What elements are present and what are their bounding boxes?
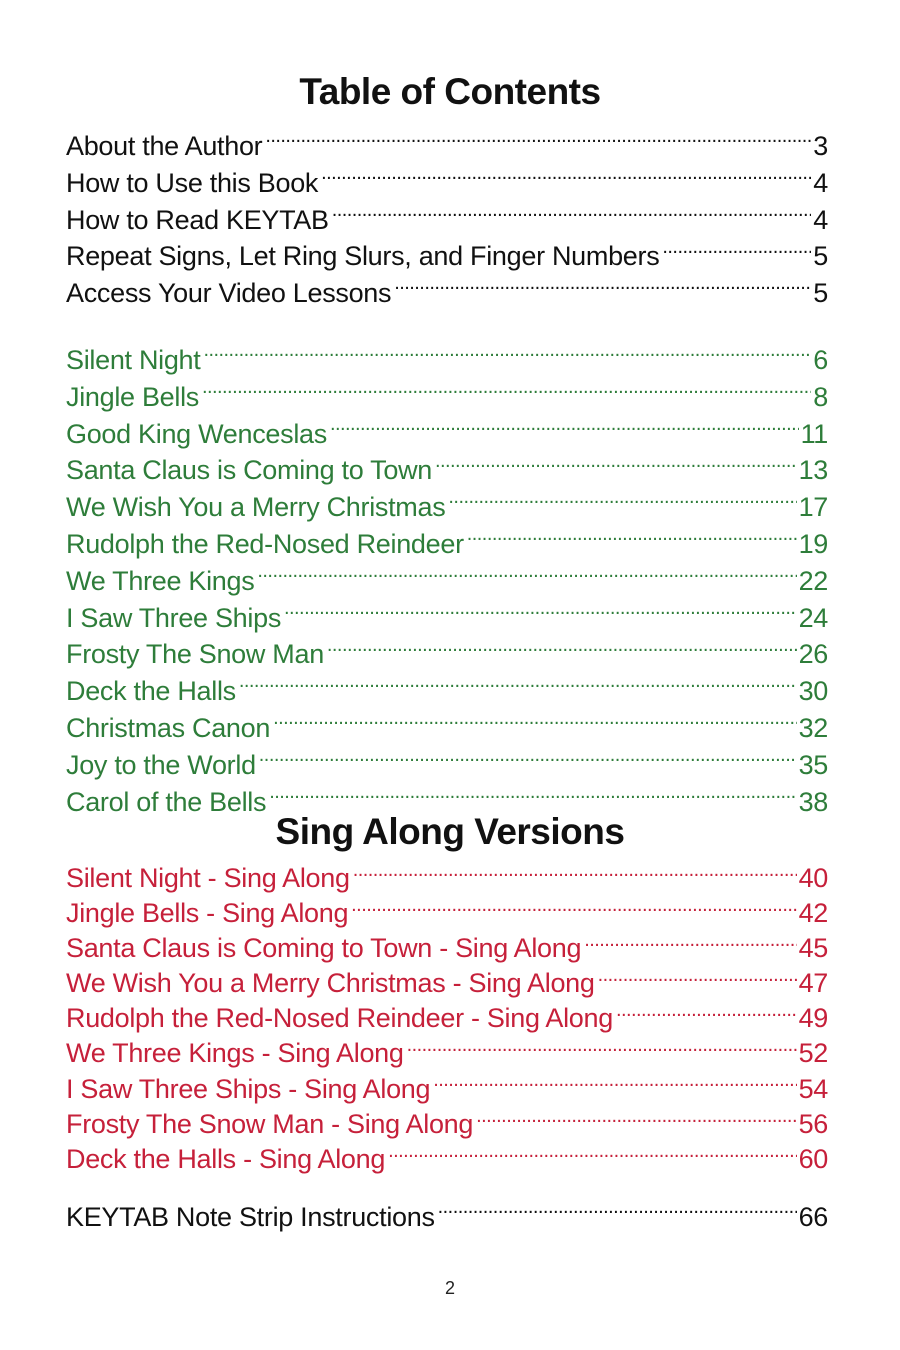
toc-entry-page: 49	[798, 1003, 828, 1034]
dot-leader	[353, 860, 797, 887]
toc-entry[interactable]	[66, 895, 828, 930]
toc-entry-page: 30	[798, 676, 828, 707]
toc-entry-title: Deck the Halls	[66, 676, 236, 707]
toc-entry[interactable]	[66, 165, 828, 202]
toc-entry-page: 19	[798, 528, 828, 559]
dot-leader	[598, 965, 797, 992]
toc-entry-page: 40	[798, 863, 828, 893]
toc-entry[interactable]	[66, 710, 828, 747]
dot-leader	[239, 673, 797, 700]
toc-entry-title: Santa Claus is Coming to Town - Sing Along	[66, 933, 582, 964]
toc-entry[interactable]	[66, 1000, 828, 1035]
toc-entry-page: 52	[798, 1038, 828, 1069]
toc-entry-title: Rudolph the Red-Nosed Reindeer	[66, 528, 464, 559]
dot-leader	[273, 710, 796, 737]
toc-entry-title: Christmas Canon	[66, 712, 271, 743]
dot-leader	[259, 747, 797, 774]
dot-leader	[202, 379, 811, 406]
dot-leader	[394, 275, 811, 302]
toc-entry[interactable]	[66, 128, 828, 165]
toc-entry-page: 24	[798, 602, 828, 633]
toc-entry-title: About the Author	[66, 131, 263, 161]
toc-entry-page: 38	[798, 786, 828, 817]
toc-entry-page: 17	[798, 492, 828, 523]
toc-entry-title: Frosty The Snow Man	[66, 639, 324, 670]
dot-leader	[203, 342, 811, 369]
toc-entry-title: Silent Night - Sing Along	[66, 863, 350, 893]
toc-entry-title: We Three Kings	[66, 565, 255, 596]
toc-entry[interactable]	[66, 965, 828, 1000]
toc-entry-title: Carol of the Bells	[66, 786, 267, 817]
toc-entry[interactable]	[66, 747, 828, 784]
toc-entry[interactable]	[66, 238, 828, 275]
toc-entry-page: 42	[798, 898, 828, 929]
dot-leader	[448, 489, 796, 516]
toc-entry[interactable]	[66, 379, 828, 416]
toc-entry-page: 13	[798, 455, 828, 486]
toc-entry[interactable]	[66, 342, 828, 379]
toc-entry-title: Jingle Bells	[66, 381, 199, 412]
toc-entry[interactable]	[66, 1106, 828, 1141]
toc-entry[interactable]	[66, 416, 828, 453]
toc-entry-title: I Saw Three Ships - Sing Along	[66, 1073, 431, 1104]
toc-entry-title: Deck the Halls - Sing Along	[66, 1143, 386, 1174]
dot-leader	[407, 1035, 797, 1062]
dot-leader	[265, 128, 811, 155]
toc-entry-title: I Saw Three Ships	[66, 602, 282, 633]
toc-entry-title: Santa Claus is Coming to Town	[66, 455, 432, 486]
toc-entry-page: 26	[798, 639, 828, 670]
toc-entry-page: 4	[813, 167, 828, 198]
toc-entry-title: We Wish You a Merry Christmas	[66, 492, 446, 523]
toc-entry-title: Frosty The Snow Man - Sing Along	[66, 1108, 474, 1139]
toc-entry-page: 5	[813, 278, 828, 309]
toc-entry[interactable]	[66, 1199, 828, 1236]
dot-leader	[467, 526, 797, 553]
toc-entry-page: 35	[798, 749, 828, 780]
toc-entry-page: 45	[798, 933, 828, 964]
dot-leader	[388, 1141, 796, 1168]
toc-entry[interactable]	[66, 600, 828, 637]
dot-leader	[327, 636, 797, 663]
toc-entry[interactable]	[66, 452, 828, 489]
toc-entry-title: We Three Kings - Sing Along	[66, 1038, 404, 1069]
dot-leader	[433, 1071, 796, 1098]
toc-entry[interactable]	[66, 1071, 828, 1106]
dot-leader	[269, 784, 796, 811]
toc-entry[interactable]	[66, 930, 828, 965]
toc-entry[interactable]	[66, 1035, 828, 1070]
toc-entry-title: Jingle Bells - Sing Along	[66, 898, 349, 929]
toc-entry-title: KEYTAB Note Strip Instructions	[66, 1202, 435, 1232]
toc-entry-page: 3	[813, 131, 828, 161]
dot-leader	[438, 1199, 797, 1226]
toc-entry-title: Access Your Video Lessons	[66, 278, 392, 309]
toc-entry[interactable]	[66, 636, 828, 673]
toc-entry[interactable]	[66, 526, 828, 563]
toc-entry-title: Rudolph the Red-Nosed Reindeer - Sing Along	[66, 1003, 613, 1034]
toc-entry[interactable]	[66, 1141, 828, 1176]
toc-entry-page: 60	[798, 1143, 828, 1174]
dot-leader	[435, 452, 797, 479]
dot-leader	[616, 1000, 797, 1027]
page-number: 2	[444, 1278, 455, 1298]
toc-entry-title: Good King Wenceslas	[66, 418, 327, 449]
toc-entry[interactable]	[66, 489, 828, 526]
toc-intro-list	[66, 128, 828, 312]
toc-entry-page: 32	[798, 712, 828, 743]
toc-entry-page: 4	[813, 204, 828, 235]
toc-entry[interactable]	[66, 563, 828, 600]
sing-along-heading: Sing Along Versions	[275, 811, 625, 852]
toc-appendix-list	[66, 1199, 828, 1236]
toc-entry-page: 11	[800, 418, 828, 449]
toc-entry-page: 56	[798, 1108, 828, 1139]
dot-leader	[332, 202, 812, 229]
toc-entry-title: We Wish You a Merry Christmas - Sing Along	[66, 968, 595, 999]
toc-sing-along-list	[66, 860, 828, 1176]
dot-leader	[351, 895, 796, 922]
dot-leader	[662, 238, 811, 265]
toc-entry-title: Joy to the World	[66, 749, 256, 780]
toc-entry-title: How to Read KEYTAB	[66, 204, 329, 235]
toc-entry[interactable]	[66, 673, 828, 710]
toc-entry-page: 6	[813, 345, 828, 375]
toc-heading: Table of Contents	[299, 71, 601, 112]
toc-entry-page: 22	[798, 565, 828, 596]
toc-entry-title: Repeat Signs, Let Ring Slurs, and Finger Numbers	[66, 241, 660, 272]
dot-leader	[257, 563, 796, 590]
toc-entry-page: 5	[813, 241, 828, 272]
toc-entry[interactable]	[66, 275, 828, 312]
dot-leader	[284, 600, 797, 627]
toc-entry-page: 8	[813, 381, 828, 412]
toc-entry-page: 47	[798, 968, 828, 999]
toc-songs-list	[66, 342, 828, 820]
dot-leader	[476, 1106, 796, 1133]
toc-entry-title: Silent Night	[66, 345, 201, 375]
toc-entry-title: How to Use this Book	[66, 167, 319, 198]
dot-leader	[584, 930, 796, 957]
dot-leader	[321, 165, 811, 192]
dot-leader	[330, 416, 799, 443]
toc-entry[interactable]	[66, 202, 828, 239]
toc-entry[interactable]	[66, 860, 828, 895]
toc-entry-page: 66	[798, 1202, 828, 1232]
toc-entry-page: 54	[798, 1073, 828, 1104]
